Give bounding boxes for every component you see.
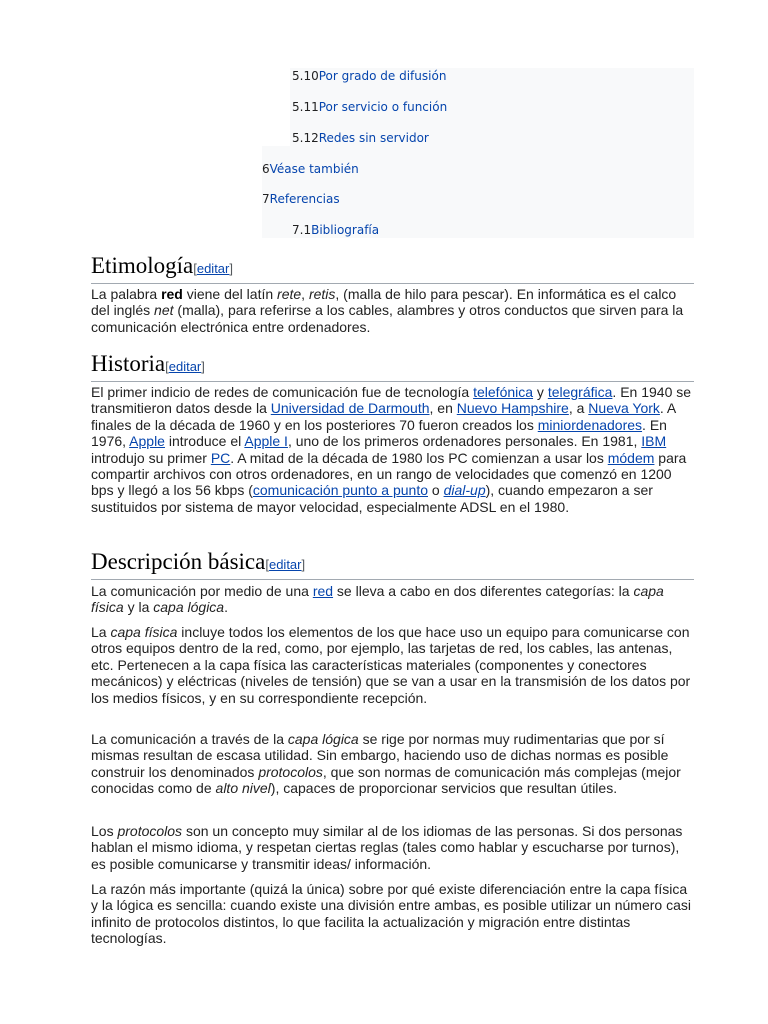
heading-text: Descripción básica [91, 549, 266, 574]
text: La comunicación por medio de una [91, 583, 313, 599]
text: . [224, 599, 228, 616]
edit-section-historia [165, 359, 205, 374]
toc-item-7-1[interactable] [292, 223, 379, 237]
italic-term: capa física [91, 583, 664, 616]
italic-term: protocolos [117, 823, 183, 839]
text: . En 1940 se transmitieron datos desde la [91, 384, 692, 417]
toc-item-6[interactable] [262, 162, 359, 176]
heading-etimologia [91, 253, 694, 284]
bold-term: red [161, 286, 183, 302]
toc-link[interactable]: Redes sin servidor [318, 131, 429, 145]
link-nueva-york[interactable]: Nueva York [588, 400, 660, 417]
text: La razón más importante (quizá la única) sobre por qué existe diferenciación entre la capa física y la lógica es sencilla: cuando existe una división entre ambas, es posible utilizar un número casi infinito de protocolos distintos, lo que facilita la actualización y migración entre distintas tecnologías. [91, 881, 691, 947]
toc-item-5-11[interactable] [292, 100, 447, 114]
text: o [428, 482, 444, 499]
edit-section-etimologia [193, 261, 233, 276]
heading-descripcion-basica [91, 549, 694, 580]
link-apple[interactable]: Apple [129, 433, 165, 450]
edit-bracket-close: ] [301, 557, 306, 572]
link-ibm[interactable]: IBM [641, 433, 667, 450]
toc-number: 7 [262, 192, 270, 206]
link-pc[interactable]: PC [210, 449, 231, 466]
link-miniordenadores[interactable]: miniordenadores [537, 416, 643, 433]
text: , a [568, 400, 589, 417]
text: , [301, 286, 309, 302]
link-telefonica[interactable]: telefónica [473, 384, 534, 400]
text: Los [91, 823, 118, 839]
edit-link[interactable]: editar [268, 557, 302, 572]
link-telegrafica[interactable]: telegráfica [547, 384, 613, 400]
toc-item-7[interactable] [262, 192, 340, 206]
paragraph-etimologia [91, 286, 697, 335]
text: introduce el [164, 433, 245, 450]
toc-number: 5.12 [292, 131, 319, 145]
edit-section-descripcion [265, 557, 305, 572]
link-dial-up[interactable]: dial-up [443, 482, 486, 499]
toc-background-notch [262, 68, 290, 146]
edit-bracket-close: ] [229, 261, 233, 276]
italic-term: rete [277, 286, 302, 302]
toc-link[interactable]: Referencias [269, 192, 340, 206]
link-red[interactable]: red [312, 583, 334, 599]
text: . A mitad de la década de 1980 los PC comienzan a usar los [230, 449, 608, 466]
text: introdujo su primer [91, 449, 211, 466]
table-of-contents [262, 68, 694, 238]
heading-historia [91, 351, 694, 382]
toc-number: 5.11 [292, 100, 319, 114]
text: se rige por normas muy rudimentarias que por sí mismas resultan de escasa utilidad. Sin embargo, haciendo uso de dichas normas es posible construir los denominados [91, 731, 669, 780]
text: para compartir archivos con otros ordenadores, en un rango de velocidades que comenzó en 1200 bps y llegó a los 56 kbps ( [91, 449, 687, 499]
edit-bracket-close: ] [201, 359, 205, 374]
text: se lleva a cabo en dos diferentes categorías: la [333, 583, 634, 599]
italic-term: retis [308, 286, 336, 302]
paragraph-descripcion-3 [91, 731, 697, 797]
paragraph-historia [91, 384, 697, 515]
text: ), capaces de proporcionar servicios que resultan útiles. [270, 780, 618, 797]
italic-term: capa física [110, 624, 178, 640]
paragraph-descripcion-5 [91, 881, 697, 947]
text: y la [123, 599, 154, 616]
toc-item-5-10[interactable] [292, 69, 446, 83]
text: El primer indicio de redes de comunicación fue de tecnología [91, 384, 474, 400]
italic-term: protocolos [258, 763, 323, 780]
edit-bracket-open: [ [265, 557, 269, 572]
heading-text: Etimología [91, 253, 194, 278]
link-comunicacion-punto-a-punto[interactable]: comunicación punto a punto [252, 482, 428, 499]
text: . En 1976, [91, 416, 667, 450]
link-nuevo-hampshire[interactable]: Nuevo Hampshire [456, 400, 569, 417]
italic-term: net [154, 302, 174, 319]
text: (malla), para referirse a los cables, alambres y otros conductos que sirven para la comunicación electrónica entre ordenadores. [91, 302, 684, 335]
text: , (malla de hilo para pescar). En informática es el calco del inglés [91, 286, 677, 319]
paragraph-descripcion-1 [91, 583, 697, 616]
italic-term: capa lógica [287, 731, 359, 747]
link-modem[interactable]: módem [607, 449, 655, 466]
paragraph-descripcion-2 [91, 624, 697, 706]
text: . A finales de la década de 1960 y en los posteriores 70 fueron creados los [91, 400, 676, 433]
text: ), cuando empezaron a ser sustituidos por sistema de mayor velocidad, especialmente ADSL en el 1980. [91, 482, 653, 515]
text: , en [429, 400, 457, 417]
toc-number: 5.10 [292, 69, 319, 83]
text: , uno de los primeros ordenadores personales. En 1981, [287, 433, 642, 450]
text: La comunicación a través de la [91, 731, 288, 747]
toc-item-5-12[interactable] [292, 131, 429, 145]
link-apple-i[interactable]: Apple I [244, 433, 288, 450]
toc-number: 6 [262, 162, 270, 176]
edit-bracket-open: [ [165, 359, 169, 374]
edit-bracket-open: [ [193, 261, 197, 276]
toc-link[interactable]: Bibliografía [311, 223, 380, 237]
toc-link[interactable]: Por servicio o función [318, 100, 448, 114]
text: La palabra [91, 286, 162, 302]
italic-term: capa lógica [153, 599, 225, 616]
text: La [91, 624, 111, 640]
text: viene del latín [182, 286, 278, 302]
text: y [533, 384, 548, 400]
edit-link[interactable]: editar [196, 261, 230, 276]
text: incluye todos los elementos de los que hace uso un equipo para comunicarse con otros equipos dentro de la red, como, por ejemplo, las tarjetas de red, los cables, las antenas, etc. Pertenecen a la capa física las características materiales (componentes y conectores mecánicos) y eléctricas (niveles de tensión) que se van a usar en la transmisión de los datos por los medios físicos, y en su correspondiente recepción. [91, 624, 691, 706]
text: , que son normas de comunicación más complejas (mejor conocidas como de [91, 763, 681, 797]
paragraph-descripcion-4 [91, 823, 697, 872]
toc-link[interactable]: Por grado de difusión [318, 69, 447, 83]
toc-number: 7.1 [292, 223, 312, 237]
italic-term: alto nivel [215, 780, 271, 797]
text: son un concepto muy similar al de los idiomas de las personas. Si dos personas hablan el mismo idioma, y respetan ciertas reglas (tales como hablar y escucharse por turnos), es posible comunicarse y transmitir ideas/ información. [91, 823, 683, 872]
link-universidad-darmouth[interactable]: Universidad de Darmouth [270, 400, 430, 417]
edit-link[interactable]: editar [168, 359, 202, 374]
heading-text: Historia [91, 351, 166, 376]
toc-link[interactable]: Véase también [269, 162, 359, 176]
